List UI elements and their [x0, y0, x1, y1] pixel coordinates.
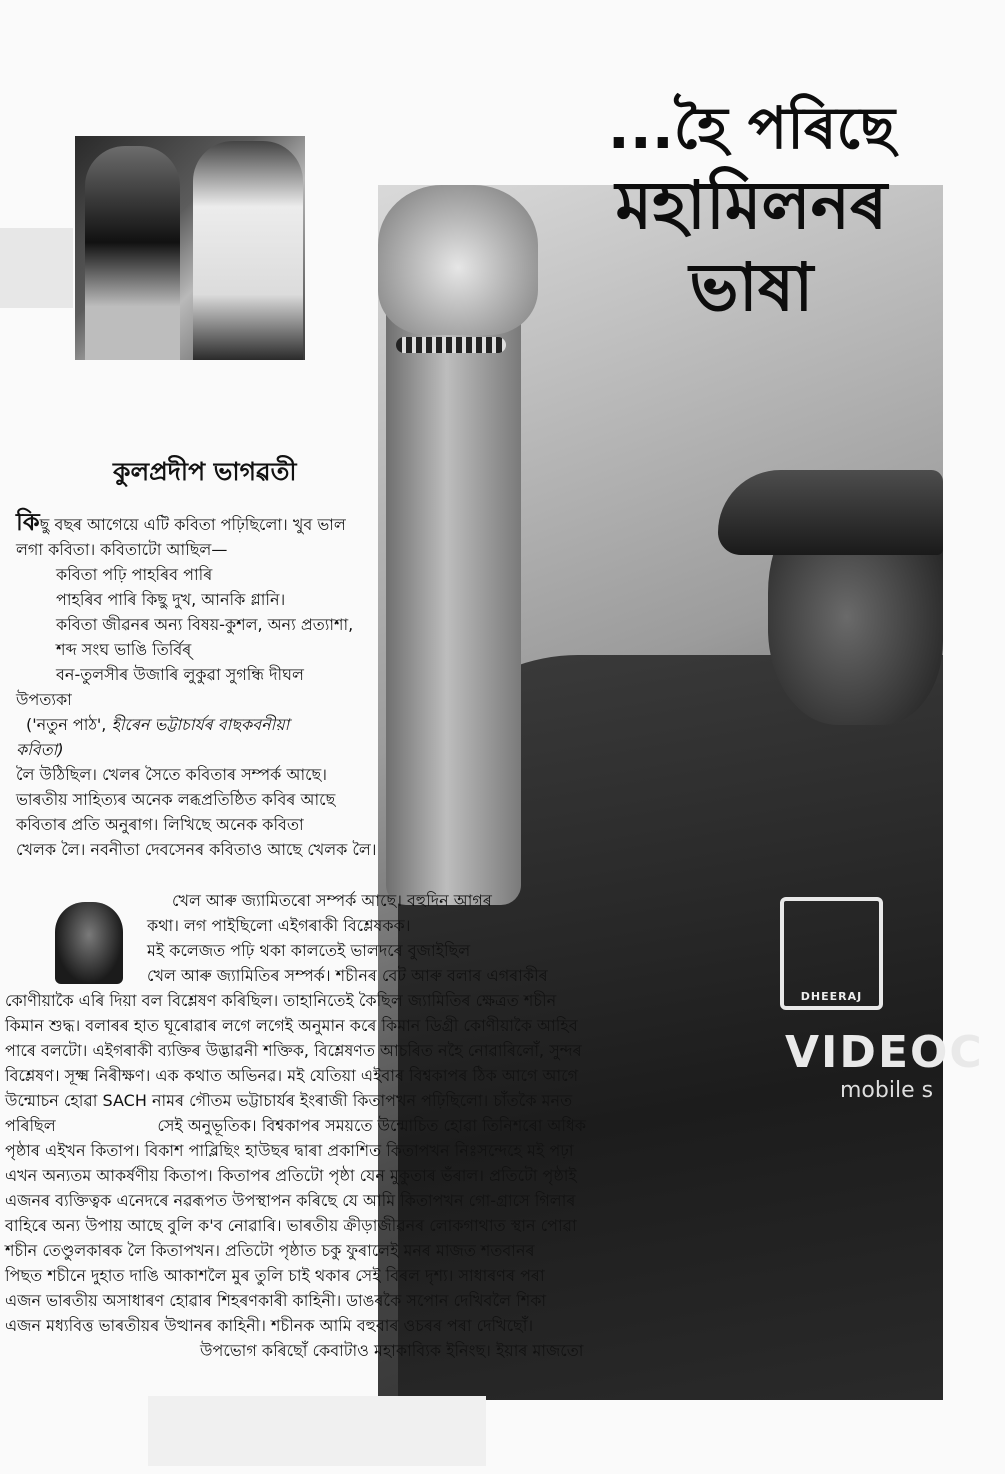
author-photo: [55, 902, 123, 984]
poem-line: কবিতা পঢ়ি পাহৰিব পাৰি: [56, 565, 213, 584]
text-line: লৈ উঠিছিল। খেলৰ সৈতে কবিতাৰ সম্পৰ্ক আছে।: [16, 765, 327, 784]
title-line-3: ভাষা: [689, 249, 814, 326]
inset-person-right: [193, 141, 303, 360]
text-line: কবিতাৰ প্ৰতি অনুৰাগ। লিখিছে অনেক কবিতা: [16, 815, 304, 834]
text-line: কিমান শুদ্ধ। বলাৰৰ হাত ঘূৰোৱাৰ লগে লগেই অনুমান কৰে কিমান ডিগ্ৰী কোণীয়াকৈ আহিব: [5, 1016, 578, 1035]
jersey-logo: DHEERAJ: [780, 897, 883, 1010]
grey-panel-bottom: [148, 1396, 486, 1466]
poem-line: বন-তুলসীৰ উজাৰি লুকুৱা সুগন্ধি দীঘল: [56, 665, 304, 684]
article-text-wrap: [147, 888, 548, 988]
player-cap: [718, 470, 943, 555]
text-line: এজন ভাৰতীয় অসাধাৰণ হোৱাৰ শিহৰণকাৰী কাহিনী। ডাঙৰকৈ সপোন দেখিবলৈ শিকা: [5, 1291, 547, 1310]
text-line: পিছত শচীনে দুহাত দাঙি আকাশলৈ মুৰ তুলি চাই থকাৰ সেই বিৰল দৃশ্য। সাধাৰণৰ পৰা: [5, 1266, 545, 1285]
inset-photo: [75, 136, 305, 360]
poem-citation: ('নতুন পাঠ', হীৰেন ভট্টাচাৰ্যৰ বাছকবনীয়া: [26, 715, 290, 734]
poem-line: শব্দ সংঘ ভাঙি তিৰ্বিৰ্: [56, 640, 192, 659]
text-line: এজনৰ ব্যক্তিত্বক এনেদৰে নৱৰূপত উপস্থাপন কৰিছে যে আমি কিতাপখন গো-গ্ৰাসে গিলাৰ: [5, 1191, 576, 1210]
text-line: পাৰে বলটো। এইগৰাকী ব্যক্তিৰ উদ্ভাৱনী শক্তিক, বিশ্লেষণত আচৰিত নহৈ নোৱাৰিলোঁ, সুন্দৰ: [5, 1041, 582, 1060]
paragraph-opening: কিছু বছৰ আগেয়ে এটি কবিতা পঢ়িছিলো। খুব ভাল: [16, 508, 346, 536]
text-line: খেলক লৈ। নবনীতা দেবসেনৰ কবিতাও আছে খেলক লৈ।: [16, 840, 377, 859]
text-line: বাহিৰে অন্য উপায় আছে বুলি ক'ব নোৱাৰি। ভাৰতীয় ক্ৰীড়াজীৱনৰ লোকগাথাত স্থান পোৱা: [5, 1216, 577, 1235]
wrist-bracelet: [396, 337, 506, 353]
poem-citation-end: কবিতা): [16, 740, 64, 759]
text-line: ভাৰতীয় সাহিত্যৰ অনেক লব্ধপ্ৰতিষ্ঠিত কবিৰ আছে: [16, 790, 336, 809]
poem-line: উপত্যকা: [16, 690, 72, 709]
text-line: কথা। লগ পাইছিলো এইগৰাকী বিশ্লেষকক।: [147, 916, 411, 935]
text-line: খেল আৰু জ্যামিতৰো সম্পৰ্ক আছে। বহুদিন আগৰ: [172, 891, 492, 910]
text-line: খেল আৰু জ্যামিতিৰ সম্পৰ্ক। শচীনৰ বেট আৰু বলাৰ এগৰাকীৰ: [147, 966, 548, 985]
inset-person-left: [85, 146, 180, 360]
article-text-bottom: [5, 988, 586, 1363]
text-line: শচীন তেণ্ডুলকাৰক লৈ কিতাপখন। প্ৰতিটো পৃষ্ঠাত চকু ফুৰালেই মনৰ মাজত শতবানৰ: [5, 1241, 535, 1260]
poem-line: কবিতা জীৱনৰ অন্য বিষয়-কুশল, অন্য প্ৰত্যাশা,: [56, 615, 354, 634]
text-line: পৃষ্ঠাৰ এইখন কিতাপ। বিকাশ পাব্লিছিং হাউছৰ দ্বাৰা প্ৰকাশিত কিতাপখন নিঃসন্দেহে মই পঢ়া: [5, 1141, 574, 1160]
text-line: এখন অন্যতম আকৰ্ষণীয় কিতাপ। কিতাপৰ প্ৰতিটো পৃষ্ঠা যেন মুকুতাৰ ভঁৰাল। প্ৰতিটো পৃষ্ঠাই: [5, 1166, 577, 1185]
title-line-1: ...হৈ পৰিছে: [607, 94, 895, 162]
jersey-sponsor-sub: mobile s: [840, 1078, 934, 1103]
drop-cap: কি: [16, 508, 40, 536]
text-line: উপভোগ কৰিছোঁ কেবাটাও মহাকাব্যিক ইনিংছ। ইয়াৰ মাজতো: [200, 1341, 584, 1360]
author-byline: কুলপ্ৰদীপ ভাগৱতী: [113, 457, 297, 486]
text-line: লগা কবিতা। কবিতাটো আছিল—: [16, 540, 228, 559]
text-line: মই কলেজত পঢ়ি থকা কালতেই ভালদৰে বুজাইছিল: [147, 941, 471, 960]
poem-line: পাহৰিব পাৰি কিছু দুখ, আনকি গ্লানি।: [56, 590, 286, 609]
text-line: পৰিছিল সেই অনুভূতিক। বিশ্বকাপৰ সময়তে উন্মোচিত হোৱা তিনিশৰো অধিক: [5, 1116, 587, 1135]
grey-panel-left: [0, 228, 73, 308]
text-line: এজন মধ্যবিত্ত ভাৰতীয়ৰ উত্থানৰ কাহিনী। শচীনক আমি বহুবাৰ ওচৰৰ পৰা দেখিছোঁ।: [5, 1316, 534, 1335]
article-text-top: [16, 510, 377, 862]
text-line: বিশ্লেষণ। সূক্ষ্ম নিৰীক্ষণ। এক কথাত অভিনৱ। মই যেতিয়া এইবাৰ বিশ্বকাপৰ ঠিক আগে আগে: [5, 1066, 579, 1085]
jersey-sponsor: VIDEOC: [785, 1027, 984, 1078]
text-line: কোণীয়াকৈ এৰি দিয়া বল বিশ্লেষণ কৰিছিল। তাহানিতেই কৈছিল জ্যামিতিৰ ক্ষেত্ৰত শচীন: [5, 991, 557, 1010]
text-line: উন্মোচন হোৱা SACH নামৰ গৌতম ভট্টাচাৰ্যৰ ইংৰাজী কিতাপখন পঢ়িছিলো। চাঁতকৈ মনত: [5, 1091, 573, 1110]
title-line-2: মহামিলনৰ: [615, 166, 888, 244]
raised-hand: [378, 185, 538, 335]
article-title: [608, 92, 895, 330]
